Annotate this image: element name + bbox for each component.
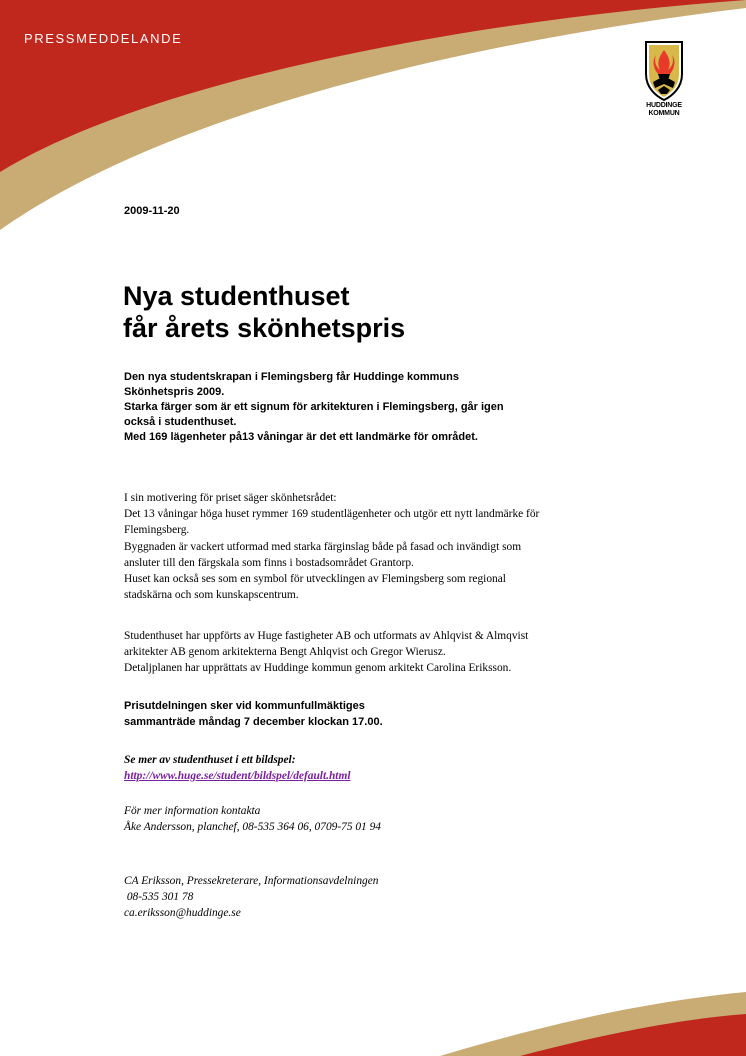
- press-contact-name: CA Eriksson, Pressekreterare, Informationsavdelningen: [124, 875, 379, 887]
- body-line: Detaljplanen har upprättats av Huddinge kommun genom arkitekt Carolina Eriksson.: [124, 662, 512, 675]
- contact-intro: För mer information kontakta: [124, 805, 261, 817]
- huddinge-logo: [638, 40, 690, 125]
- lead-line: Starka färger som är ett signum för arkitekturen i Flemingsberg, går igen: [124, 401, 504, 413]
- contact-info: [124, 803, 381, 835]
- press-contact: [124, 873, 378, 922]
- lead-line: också i studenthuset.: [124, 416, 237, 428]
- press-release-label: PRESSMEDDELANDE: [24, 31, 183, 46]
- press-contact-email: ca.eriksson@huddinge.se: [124, 907, 241, 920]
- credits-paragraph: [124, 628, 604, 677]
- body-line: Huset kan också ses som en symbol för utvecklingen av Flemingsberg som regional: [124, 573, 506, 586]
- slideshow-section: [124, 752, 350, 784]
- body-line: stadskärna och som kunskapscentrum.: [124, 589, 299, 602]
- motivation-paragraph: [124, 490, 604, 603]
- body-line: Studenthuset har uppförts av Huge fastigheter AB och utformats av Ahlqvist & Almqvist: [124, 630, 529, 642]
- lead-line: Med 169 lägenheter på13 våningar är det ett landmärke för området.: [124, 431, 478, 443]
- lead-line: Skönhetspris 2009.: [124, 386, 225, 398]
- ceremony-line1: Prisutdelningen sker vid kommunfullmäktiges: [124, 700, 365, 712]
- release-date: 2009-11-20: [124, 205, 180, 217]
- logo-text-line2: KOMMUN: [648, 110, 680, 117]
- coat-of-arms-icon: [638, 40, 690, 102]
- body-line: Byggnaden är vackert utformad med starka färginslag både på fasad och invändigt som: [124, 540, 522, 553]
- headline-line1: Nya studenthuset: [123, 281, 350, 311]
- slideshow-label: Se mer av studenthuset i ett bildspel:: [124, 754, 296, 766]
- headline: [123, 280, 405, 344]
- body-line: Det 13 våningar höga huset rymmer 169 studentlägenheter och utgör ett nytt landmärke för: [124, 508, 540, 521]
- headline-line2: får årets skönhetspris: [123, 313, 406, 343]
- ceremony-paragraph: [124, 699, 383, 730]
- slideshow-link[interactable]: http://www.huge.se/student/bildspel/default.html: [124, 770, 351, 782]
- contact-person: Åke Andersson, planchef, 08-535 364 06, 0709-75 01 94: [124, 821, 381, 834]
- ceremony-line2: sammanträde måndag 7 december klockan 17.00.: [124, 715, 383, 728]
- body-line: arkitekter AB genom arkitekterna Bengt Ahlqvist och Gregor Wierusz.: [124, 646, 446, 659]
- logo-text-line1: HUDDINGE: [646, 102, 682, 109]
- body-line: ansluter till den färgskala som finns i bostadsområdet Grantorp.: [124, 556, 414, 569]
- press-contact-phone: 08-535 301 78: [124, 891, 194, 904]
- lead-line: Den nya studentskrapan i Flemingsberg får Huddinge kommuns: [124, 371, 459, 383]
- lead-paragraph: [124, 370, 594, 445]
- body-line: I sin motivering för priset säger skönhetsrådet:: [124, 492, 337, 504]
- body-line: Flemingsberg.: [124, 524, 190, 537]
